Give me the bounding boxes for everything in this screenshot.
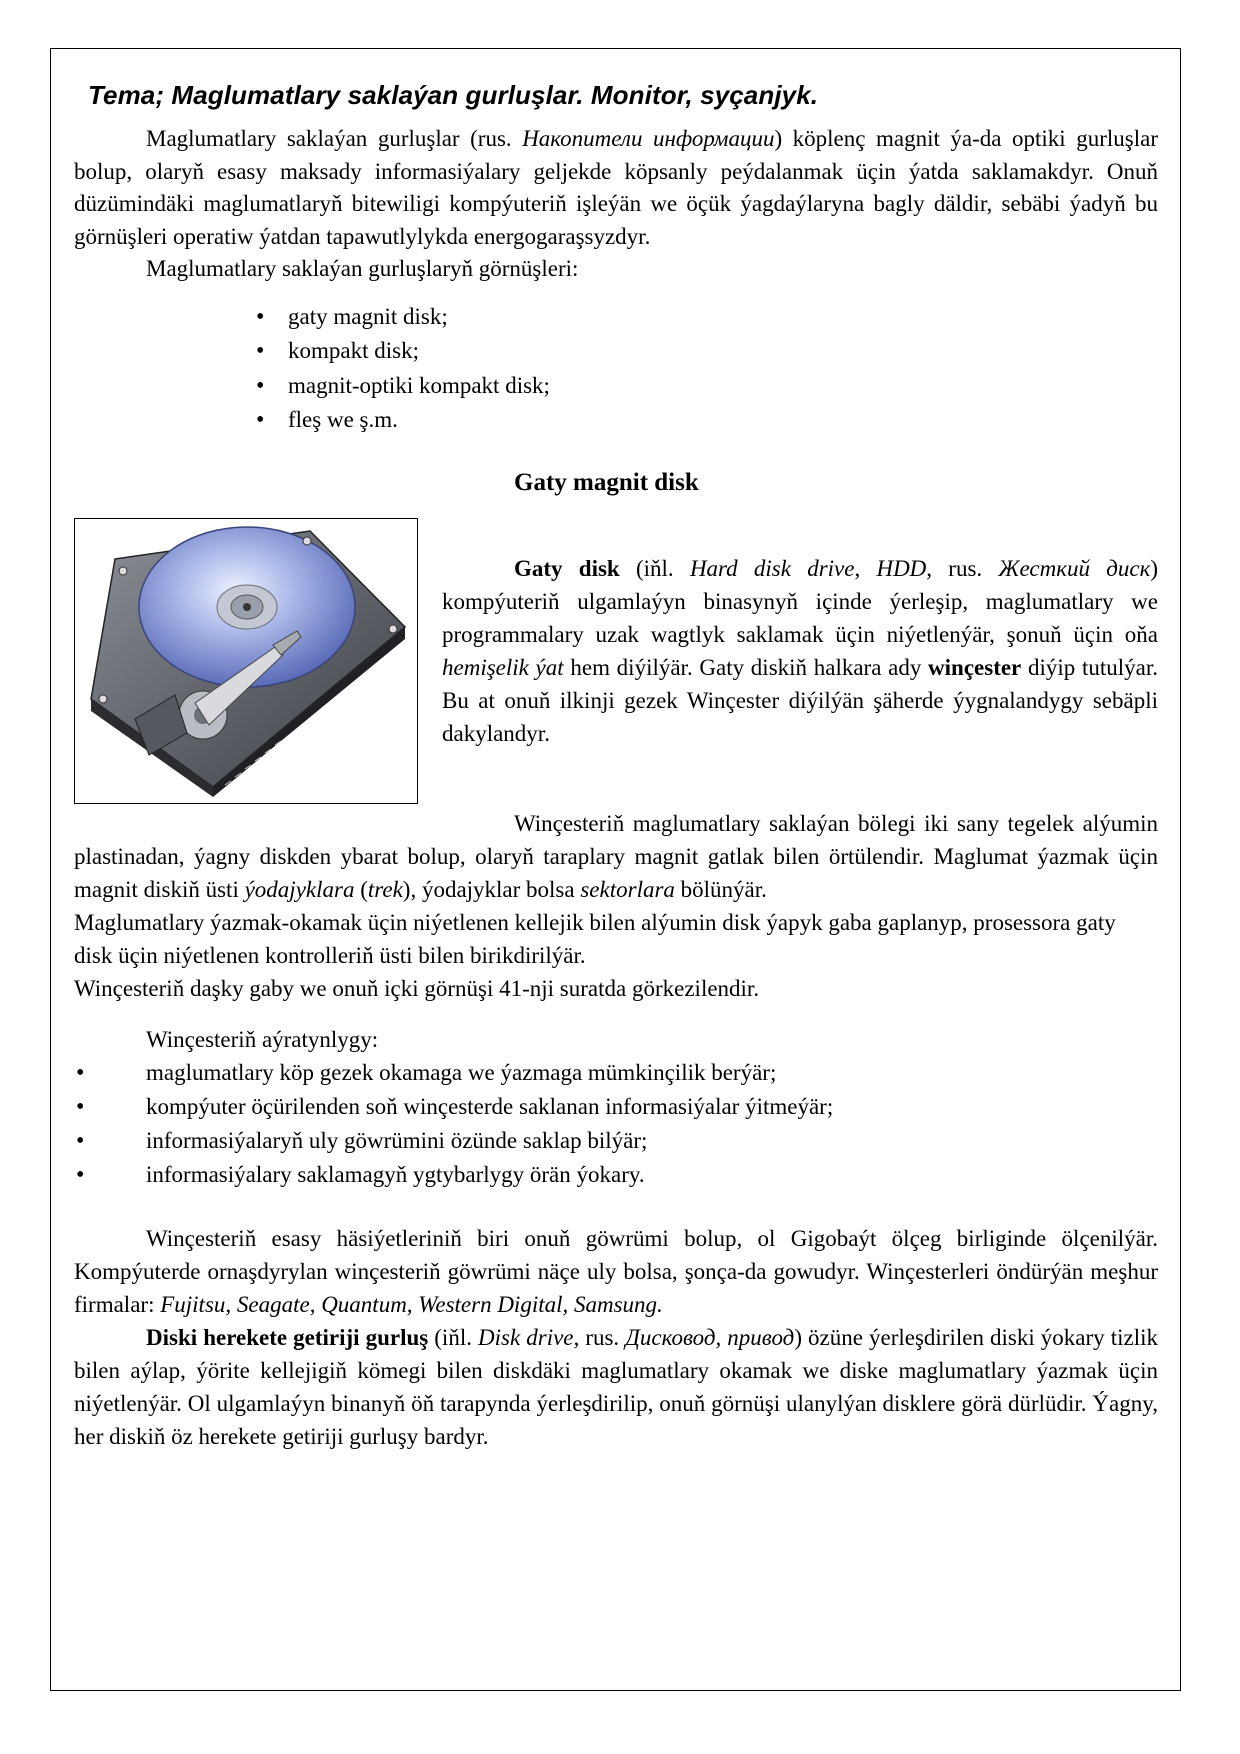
storage-types-list: [74, 300, 1158, 438]
hdd-definition: [442, 552, 1158, 750]
list-item: • fleş we ş.m.: [256, 403, 1158, 438]
list-item: • kompýuter öçürilenden soň winçesterde saklanan informasiýalar ýitmeýär;: [146, 1090, 1158, 1124]
intro-paragraph: Maglumatlary saklaýan gurluşlar (rus. Накопители информации) köplenç magnit ýa-da optiki gurluşlar bolup, olaryň esasy maksady informasiýalary geljekde köpsanly peýdalanmak üçin ýatda saklamakdyr. Onuň düzümindäki maglumatlaryň bitewiligi kompýuteriň işleýän we öçük ýagdaýlaryna bagly däldir, sebäbi ýadyň bu görnüşleri operatiw ýatdan tapawutlylykda energogaraşsyzdyr.: [74, 126, 1158, 249]
list-item: • kompakt disk;: [256, 334, 1158, 369]
list-item: • informasiýalaryň uly göwrümini özünde saklap bilýär;: [146, 1124, 1158, 1158]
document-body: [74, 80, 1158, 1453]
hdd-paragraph: Gaty disk (iňl. Hard disk drive, HDD, rus. Жесткий диск) kompýuteriň ulgamlaýyn binasynyň içinde ýerleşip, maglumatlary we programmalary uzak wagtlyk saklamak üçin niýetlenýär, şonuň üçin oňa hemişelik ýat hem diýilýär. Gaty diskiň halkara ady winçester diýip tutulýar. Bu at onuň ilkinji gezek Winçester diýilýän şäherde ýygnalandygy sebäpli dakylandyr.: [442, 555, 1158, 746]
features-heading: Winçesteriň aýratynlygy:: [146, 1026, 379, 1052]
types-intro: Maglumatlary saklaýan gurluşlaryň görnüşleri:: [146, 256, 579, 281]
page-title: Tema; Maglumatlary saklaýan gurluşlar. Monitor, syçanjyk.: [88, 80, 819, 110]
hard-disk-image: [74, 518, 418, 804]
disk-drive-paragraph: Diski herekete getiriji gurluş (iňl. Disk drive, rus. Дисковод, привод) özüne ýerleşdirilen diski ýokary tizlik bilen aýlap, ýörite kellejigiň kömegi bilen diskdäki maglumatlary okamak we diske maglumatlary ýazmak üçin niýetlenýär. Ol ulgamlaýyn binanyň öň tarapynda ýerleşdirilip, onuň görnüşi ulanylýan disklere görä dürlüdir. Ýagny, her diskiň öz herekete getiriji gurluşy bardyr.: [74, 1324, 1158, 1449]
features-list: [74, 1056, 1158, 1192]
capacity-paragraph: Winçesteriň esasy häsiýetleriniň biri onuň göwrümi bolup, ol Gigobaýt ölçeg birliginde ölçenilýär. Kompýuterde ornaşdyrylan winçesteriň göwrümi näçe uly bolsa, şonça-da gowudyr. Winçesterleri öndürýän meşhur firmalar: Fujitsu, Seagate, Quantum, Western Digital, Samsung.: [74, 1225, 1158, 1317]
list-item: • gaty magnit disk;: [256, 300, 1158, 335]
list-item: • maglumatlary köp gezek okamaga we ýazmaga mümkinçilik berýär;: [146, 1056, 1158, 1090]
head-paragraph: Maglumatlary ýazmak-okamak üçin niýetlenen kellejik bilen alýumin disk ýapyk gaba gaplanyp, prosessora gaty disk üçin niýetlenen kontrolleriň üsti bilen birikdirilýär.: [74, 909, 1116, 968]
list-item: • informasiýalary saklamagyň ygtybarlygy örän ýokary.: [146, 1158, 1158, 1192]
hdd-illustration: [75, 519, 417, 803]
figure-reference: Winçesteriň daşky gaby we onuň içki görnüşi 41-nji suratda görkezilendir.: [74, 975, 760, 1001]
section-heading: Gaty magnit disk: [514, 468, 699, 496]
winchester-structure-paragraph: Winçesteriň maglumatlary saklaýan bölegi iki sany tegelek alýumin plastinadan, ýagny diskden ybarat bolup, olaryň taraplary magnit gatlak bilen örtülendir. Maglumat ýazmak üçin magnit diskiň üsti ýodajyklara (trek), ýodajyklar bolsa sektorlara bölünýär.: [74, 810, 1158, 902]
list-item: • magnit-optiki kompakt disk;: [256, 369, 1158, 404]
